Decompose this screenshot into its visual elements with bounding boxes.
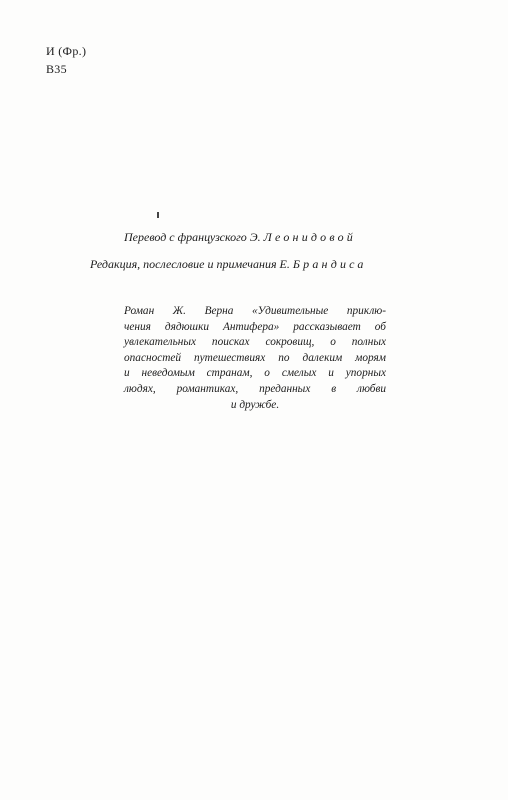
translation-prefix: Перевод с французского Э.	[124, 230, 261, 244]
annotation-line: и дружбе.	[230, 398, 280, 411]
annotation-line: чения дядюшки Антифера» рассказывает об	[124, 320, 386, 333]
author-code: В35	[46, 62, 67, 76]
annotation-line: увлекательных поисках сокровищ, о полных	[124, 336, 386, 349]
editor-name: Брандиса	[292, 257, 367, 271]
book-annotation	[124, 304, 386, 413]
annotation-line: Роман Ж. Верна «Удивительные приклю-	[124, 305, 386, 317]
annotation-line: и неведомым странам, о смелых и упорных	[124, 367, 386, 380]
print-mark	[157, 212, 159, 218]
translator-name: Леонидовой	[263, 230, 357, 244]
annotation-line: опасностей путешествиях по далеким морям	[124, 351, 386, 364]
annotation-line: людях, романтиках, преданных в любви	[124, 382, 386, 395]
editing-prefix: Редакция, послесловие и примечания Е.	[90, 257, 290, 271]
editing-credit	[90, 257, 367, 271]
classification-code: И (Фр.)	[46, 44, 87, 58]
translation-credit	[124, 230, 356, 244]
